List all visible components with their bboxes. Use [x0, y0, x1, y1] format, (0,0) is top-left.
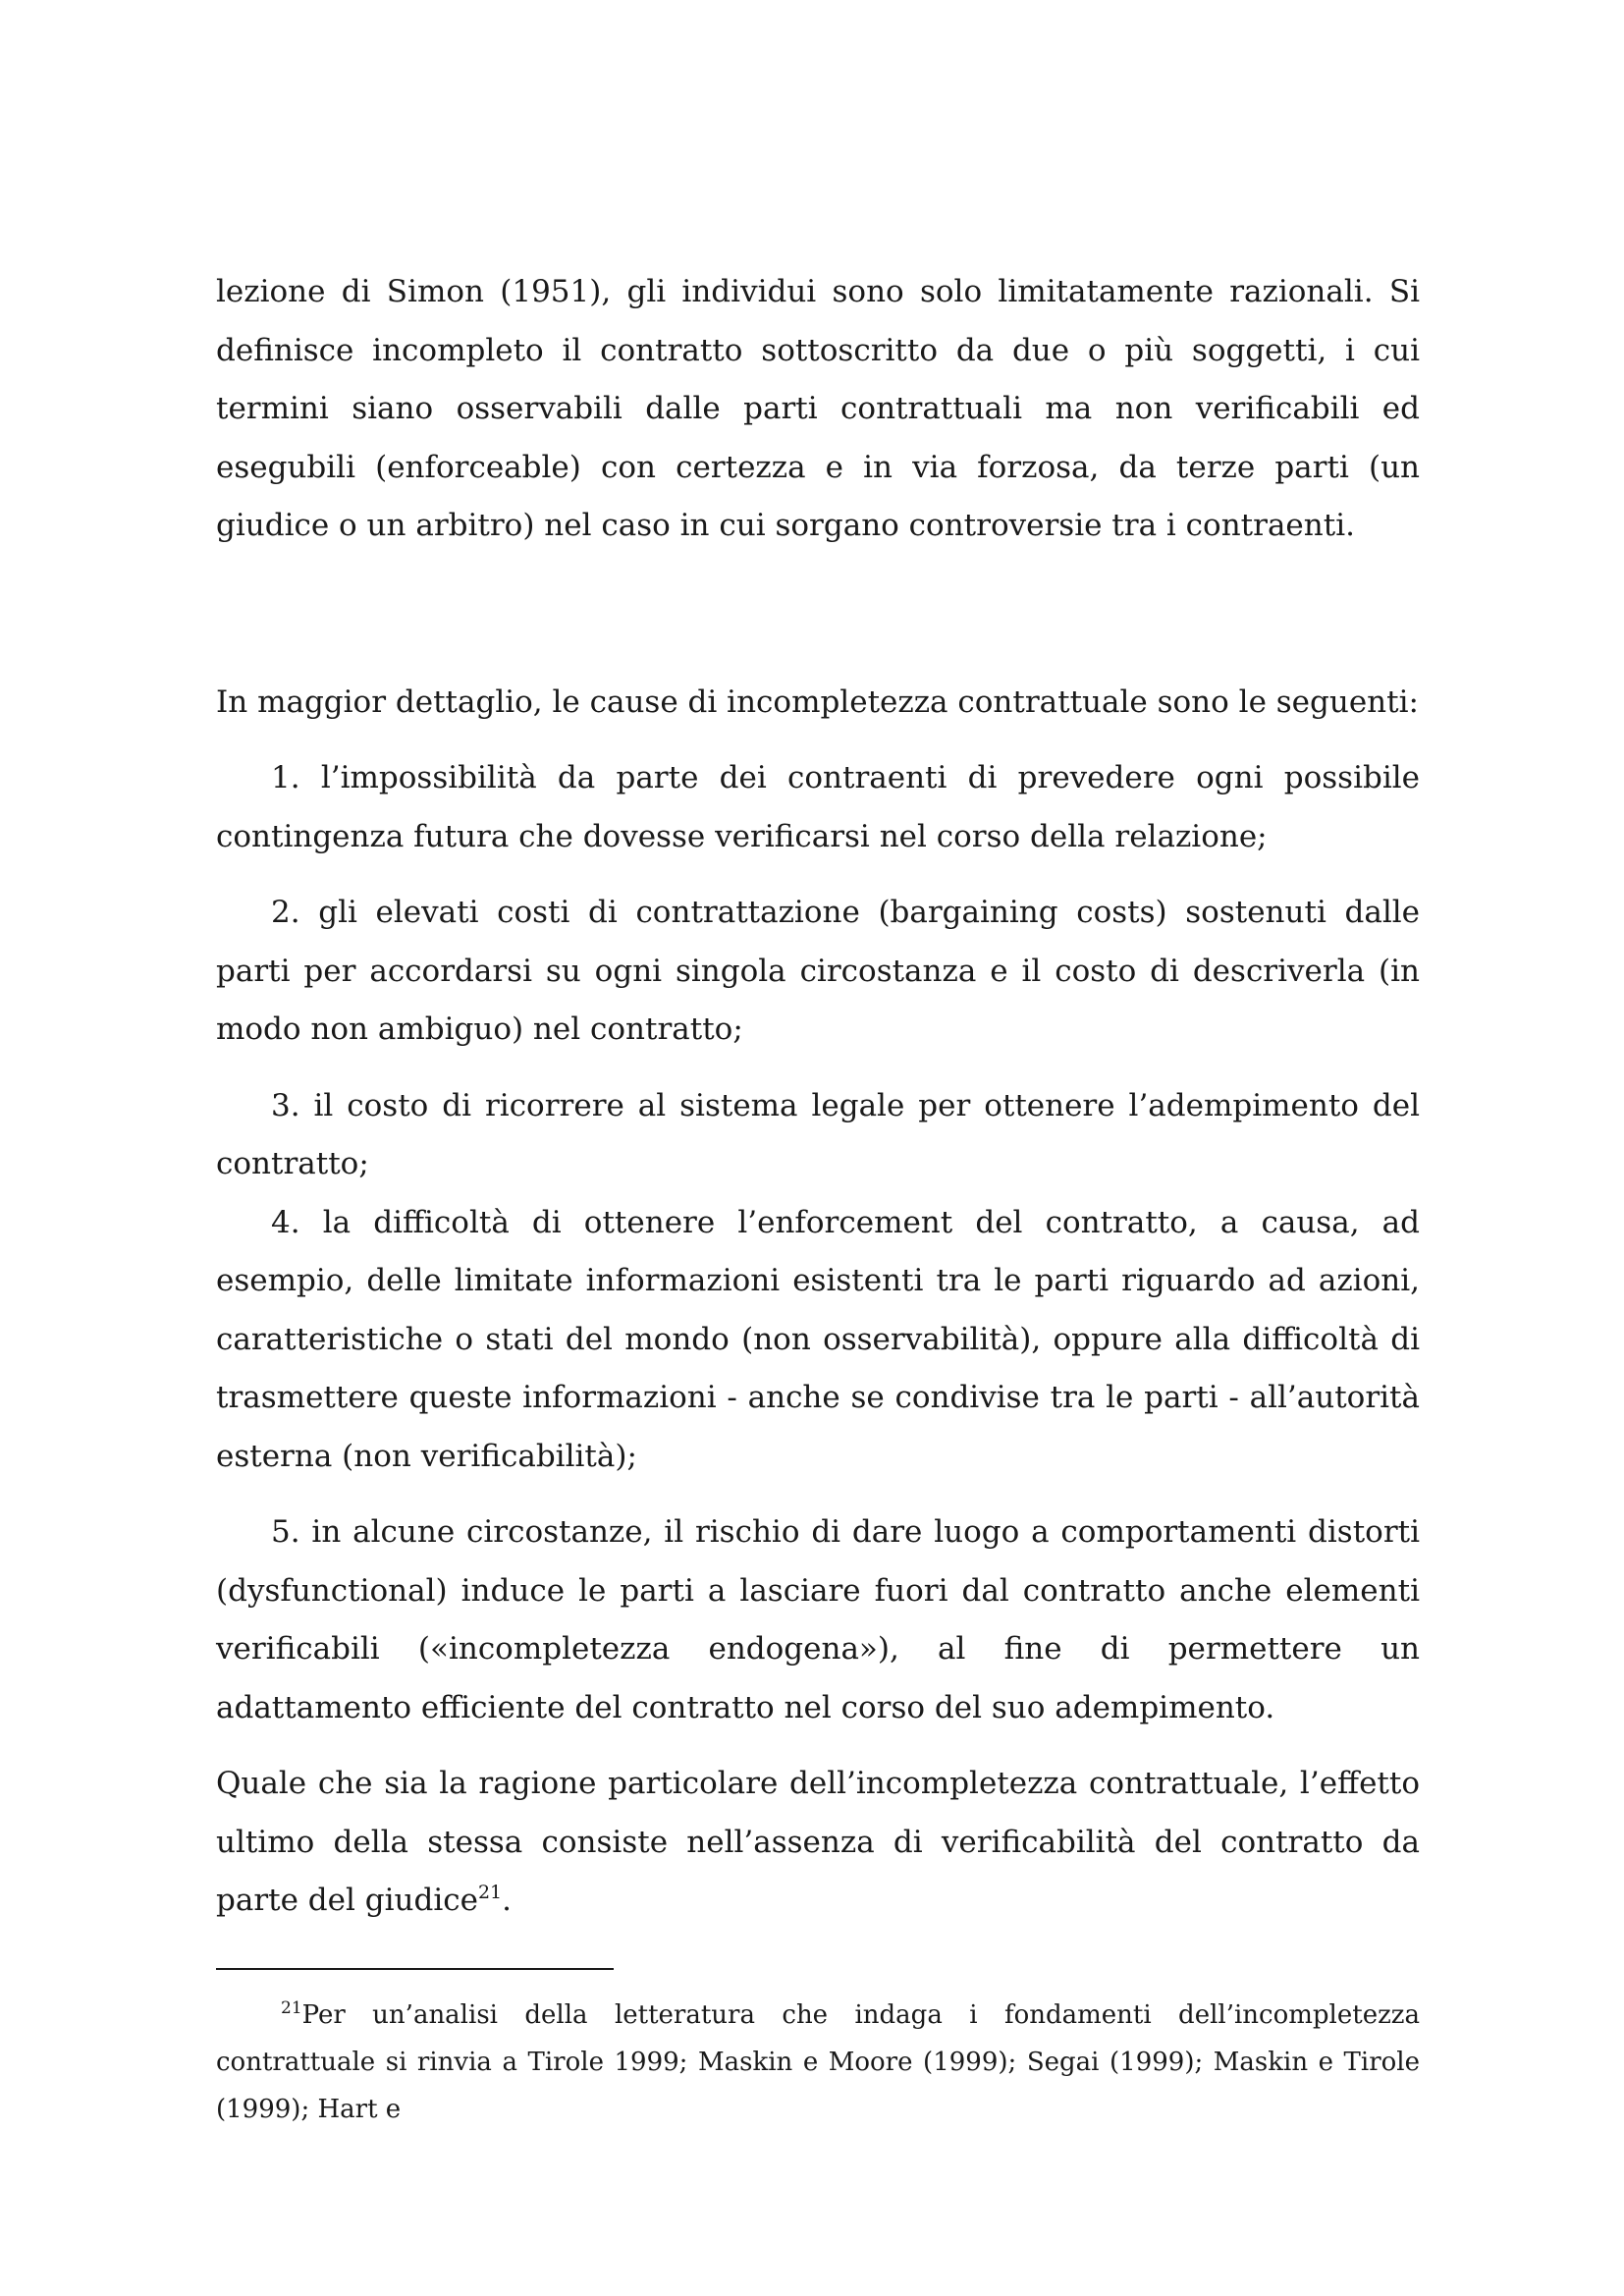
conclusion-text: Quale che sia la ragione particolare dell’incompletezza contrattuale, l’effetto ultimo della stessa consiste nell’assenza di verificabilità del contratto da parte del giudice	[216, 1766, 1420, 1918]
spacer	[216, 556, 1420, 674]
footnote-separator	[216, 1968, 614, 1970]
spacer	[216, 732, 1420, 749]
list-item	[216, 1503, 1420, 1737]
spacer	[216, 866, 1420, 884]
list-item	[216, 884, 1420, 1060]
footnote-mark: 21	[281, 1998, 302, 2018]
list-item-number: 4.	[271, 1204, 300, 1240]
list-item-number: 5.	[271, 1514, 300, 1550]
list-item-text: in alcune circostanze, il rischio di dare luogo a comportamenti distorti (dysfunctional) induce le parti a lasciare fuori dal contratto anche elementi verificabili («incompletezza endogena»), al fine di permettere un adattamento efficiente del contratto nel corso del suo adempimento.	[216, 1514, 1421, 1725]
list-item	[216, 1077, 1420, 1194]
list-item-text: l’impossibilità da parte dei contraenti di prevedere ogni possibile contingenza futura che dovesse verificarsi nel corso della relazione;	[216, 760, 1420, 854]
spacer	[216, 1737, 1420, 1755]
list-item-text: la difficoltà di ottenere l’enforcement del contratto, a causa, ad esempio, delle limitate informazioni esistenti tra le parti riguardo ad azioni, caratteristiche o stati del mondo (non osservabilità), oppure alla difficoltà di trasmettere queste informazioni - anche se condivise tra le parti - all’autorità esterna (non verificabilità);	[216, 1204, 1420, 1474]
spacer	[216, 1060, 1420, 1077]
footnote-reference[interactable]: 21	[477, 1882, 503, 1903]
page-body	[216, 263, 1420, 1931]
paragraph-intro: In maggior dettaglio, le cause di incompletezza contrattuale sono le seguenti:	[216, 683, 1419, 720]
footnote-text: Per un’analisi della letteratura che indaga i fondamenti dell’incompletezza contrattuale si rinvia a Tirole 1999; Maskin e Moore (1999); Segai (1999); Maskin e Tirole (1999); Hart e	[216, 2000, 1420, 2124]
footnote-21	[216, 1992, 1420, 2133]
list-item-text: il costo di ricorrere al sistema legale per ottenere l’adempimento del contratto;	[216, 1087, 1420, 1181]
spacer	[216, 1486, 1420, 1503]
list-item-text: gli elevati costi di contrattazione (bargaining costs) sostenuti dalle parti per accordarsi su ogni singola circostanza e il costo di descriverla (in modo non ambiguo) nel contratto;	[216, 895, 1420, 1047]
conclusion-end: .	[502, 1883, 512, 1918]
list-item	[216, 1194, 1420, 1487]
list-item	[216, 749, 1420, 866]
list-item-number: 2.	[271, 895, 300, 930]
list-item-number: 1.	[271, 760, 300, 795]
list-item-number: 3.	[271, 1087, 300, 1123]
paragraph-definition: lezione di Simon (1951), gli individui sono solo limitatamente razionali. Si definisce incompleto il contratto sottoscritto da due o più soggetti, i cui termini siano osservabili dalle parti contrattuali ma non verificabili ed esegubili (enforceable) con certezza e in via forzosa, da terze parti (un giudice o un arbitro) nel caso in cui sorgano controversie tra i contraenti.	[216, 274, 1420, 543]
paragraph-conclusion	[216, 1755, 1420, 1931]
